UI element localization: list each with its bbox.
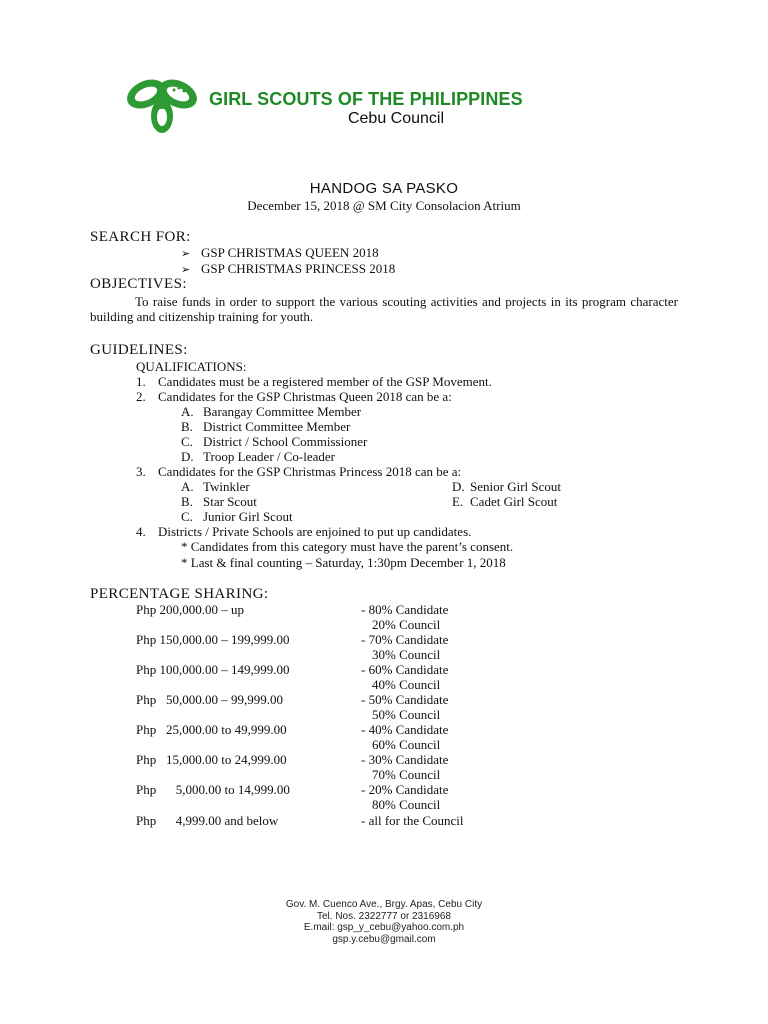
- princess-option-letter: E.: [452, 494, 464, 509]
- princess-option-letter: C.: [181, 509, 193, 524]
- princess-option-text: Star Scout: [203, 494, 257, 509]
- qualifications-label: QUALIFICATIONS:: [136, 359, 247, 374]
- sharing-council: 80% Council: [372, 797, 441, 812]
- sharing-range: Php 50,000.00 – 99,999.00: [136, 692, 283, 707]
- sharing-range: Php 4,999.00 and below: [136, 813, 279, 828]
- sharing-candidate: - 70% Candidate: [361, 632, 449, 647]
- guideline-note: * Last & final counting – Saturday, 1:30pm December 1, 2018: [181, 555, 506, 570]
- princess-option-letter: D.: [452, 479, 465, 494]
- footer-address: Gov. M. Cuenco Ave., Brgy. Apas, Cebu City: [285, 899, 483, 910]
- queen-option-letter: B.: [181, 419, 193, 434]
- sharing-council: 60% Council: [372, 737, 441, 752]
- sharing-heading: PERCENTAGE SHARING:: [90, 586, 269, 602]
- sharing-candidate: - 60% Candidate: [361, 662, 449, 677]
- org-name: GIRL SCOUTS OF THE PHILIPPINES: [209, 89, 523, 109]
- arrow-bullet-icon: ➢: [181, 264, 191, 276]
- guideline-text: Candidates must be a registered member of the GSP Movement.: [158, 374, 492, 389]
- sharing-candidate: - all for the Council: [361, 813, 464, 828]
- queen-option-letter: A.: [181, 404, 194, 419]
- sharing-candidate: - 20% Candidate: [361, 782, 449, 797]
- guideline-num: 3.: [136, 464, 146, 479]
- guideline-num: 2.: [136, 389, 146, 404]
- princess-option-letter: B.: [181, 494, 193, 509]
- footer-tel: Tel. Nos. 2322777 or 2316968: [317, 910, 451, 922]
- queen-option-text: District / School Commissioner: [203, 434, 368, 449]
- footer-contact: [0, 899, 768, 945]
- sharing-candidate: - 80% Candidate: [361, 602, 449, 617]
- sharing-range: Php 200,000.00 – up: [136, 602, 244, 617]
- princess-option-letter: A.: [181, 479, 194, 494]
- sharing-council: 40% Council: [372, 677, 441, 692]
- sharing-range: Php 100,000.00 – 149,999.00: [136, 662, 290, 677]
- sharing-range: Php 15,000.00 to 24,999.00: [136, 752, 287, 767]
- objectives-heading: OBJECTIVES:: [90, 276, 187, 292]
- sharing-range: Php 25,000.00 to 49,999.00: [136, 722, 287, 737]
- queen-option-letter: D.: [181, 449, 194, 464]
- queen-option-text: Troop Leader / Co-leader: [203, 449, 336, 464]
- guideline-text: Candidates for the GSP Christmas Princess 2018 can be a:: [158, 464, 462, 479]
- sharing-range: Php 5,000.00 to 14,999.00: [136, 782, 290, 797]
- event-title: HANDOG SA PASKO: [309, 180, 459, 197]
- sharing-candidate: - 30% Candidate: [361, 752, 449, 767]
- princess-option-text: Senior Girl Scout: [470, 479, 561, 494]
- sharing-range: Php 150,000.00 – 199,999.00: [136, 632, 290, 647]
- search-item: ➢ GSP CHRISTMAS QUEEN 2018: [181, 245, 379, 260]
- guidelines-heading: GUIDELINES:: [90, 342, 188, 358]
- sharing-council: 20% Council: [372, 617, 441, 632]
- council-name: Cebu Council: [347, 110, 445, 127]
- sharing-candidate: - 40% Candidate: [361, 722, 449, 737]
- guideline-text: Districts / Private Schools are enjoined to put up candidates.: [158, 524, 472, 539]
- guideline-num: 4.: [136, 524, 146, 539]
- princess-option-text: Junior Girl Scout: [203, 509, 293, 524]
- queen-option-letter: C.: [181, 434, 193, 449]
- footer-email: gsp.y.cebu@gmail.com: [332, 933, 436, 945]
- guideline-note: * Candidates from this category must have the parent’s consent.: [181, 539, 514, 554]
- search-heading: SEARCH FOR:: [90, 229, 191, 245]
- sharing-council: 50% Council: [372, 707, 441, 722]
- footer-email: E.mail: gsp_y_cebu@yahoo.com.ph: [303, 922, 465, 933]
- event-date: December 15, 2018 @ SM City Consolacion Atrium: [247, 198, 521, 213]
- queen-option-text: Barangay Committee Member: [203, 404, 362, 419]
- princess-option-text: Twinkler: [203, 479, 250, 494]
- objectives-text: To raise funds in order to support the various scouting activities and projects in its program character building and citizenship training for youth.: [90, 294, 678, 324]
- arrow-bullet-icon: ➢: [181, 248, 191, 260]
- guideline-text: Candidates for the GSP Christmas Queen 2018 can be a:: [158, 389, 452, 404]
- sharing-council: 30% Council: [372, 647, 441, 662]
- princess-option-text: Cadet Girl Scout: [470, 494, 558, 509]
- queen-option-text: District Committee Member: [203, 419, 351, 434]
- guideline-num: 1.: [136, 374, 146, 389]
- sharing-candidate: - 50% Candidate: [361, 692, 449, 707]
- sharing-council: 70% Council: [372, 767, 441, 782]
- search-item: ➢ GSP CHRISTMAS PRINCESS 2018: [181, 261, 396, 276]
